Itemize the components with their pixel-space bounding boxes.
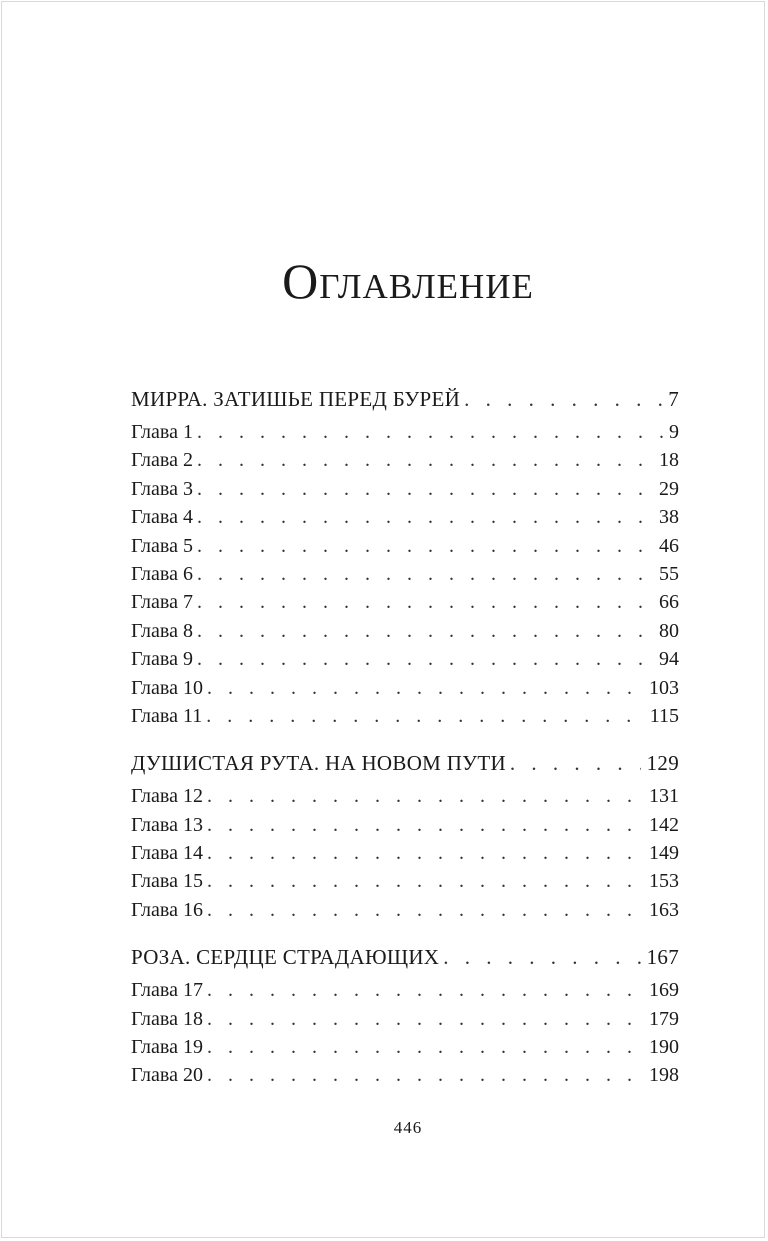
chapter-entry-page: 131 xyxy=(649,785,679,808)
dot-leader xyxy=(197,446,653,474)
dot-leader xyxy=(207,896,643,924)
chapter-entry[interactable] xyxy=(131,867,679,895)
chapter-entry[interactable] xyxy=(131,1005,679,1033)
dot-leader xyxy=(207,1005,643,1033)
page-number: 446 xyxy=(393,1118,423,1137)
toc-part xyxy=(131,942,679,1090)
chapter-entry-page: 55 xyxy=(659,562,679,585)
chapter-entry-page: 9 xyxy=(669,421,679,443)
chapter-entry-label: Глава 17 xyxy=(131,979,203,1002)
chapter-entry[interactable] xyxy=(131,811,679,839)
dot-leader xyxy=(197,418,663,446)
dot-leader xyxy=(197,503,653,531)
chapter-entry-label: Глава 19 xyxy=(131,1036,203,1059)
chapter-entry[interactable] xyxy=(131,532,679,560)
dot-leader xyxy=(197,588,653,616)
chapter-entry-label: Глава 16 xyxy=(131,898,203,921)
part-heading[interactable] xyxy=(131,942,679,976)
chapter-entry-label: Глава 11 xyxy=(131,704,203,727)
chapter-entry-page: 80 xyxy=(659,619,679,642)
chapter-entry[interactable] xyxy=(131,1033,679,1061)
chapter-entry[interactable] xyxy=(131,782,679,810)
dot-leader xyxy=(207,811,643,839)
chapter-entry-page: 115 xyxy=(649,704,679,727)
chapter-entry-label: Глава 14 xyxy=(131,842,203,865)
part-heading-page: 129 xyxy=(646,751,679,776)
table-of-contents xyxy=(131,384,679,1108)
dot-leader xyxy=(207,839,643,867)
chapter-entry-label: Глава 9 xyxy=(131,648,193,671)
chapter-entry[interactable] xyxy=(131,1061,679,1089)
chapter-entry-page: 94 xyxy=(659,648,679,671)
chapter-entry-page: 169 xyxy=(649,979,679,1002)
dot-leader xyxy=(207,782,643,810)
chapter-entry[interactable] xyxy=(131,475,679,503)
chapter-entry-label: Глава 6 xyxy=(131,562,193,585)
chapter-entry-label: Глава 8 xyxy=(131,619,193,642)
dot-leader xyxy=(207,867,643,895)
chapter-entry-label: Глава 20 xyxy=(131,1064,203,1087)
chapter-entry-page: 153 xyxy=(649,870,679,893)
chapter-entry[interactable] xyxy=(131,617,679,645)
chapter-entry-label: Глава 10 xyxy=(131,676,203,699)
part-heading[interactable] xyxy=(131,748,679,782)
chapter-entry[interactable] xyxy=(131,503,679,531)
chapter-entry[interactable] xyxy=(131,674,679,702)
chapter-entry-label: Глава 12 xyxy=(131,785,203,808)
dot-leader xyxy=(510,748,641,778)
chapter-entry-label: Глава 4 xyxy=(131,506,193,529)
toc-part xyxy=(131,748,679,924)
chapter-entry[interactable] xyxy=(131,418,679,446)
part-heading-page: 7 xyxy=(668,387,679,411)
chapter-entry[interactable] xyxy=(131,560,679,588)
dot-leader xyxy=(197,475,653,503)
chapter-entry[interactable] xyxy=(131,702,679,730)
chapter-entry-page: 66 xyxy=(659,591,679,614)
dot-leader xyxy=(197,645,653,673)
dot-leader xyxy=(207,1061,643,1089)
toc-part xyxy=(131,384,679,730)
chapter-entry[interactable] xyxy=(131,588,679,616)
dot-leader xyxy=(197,560,653,588)
chapter-entry-label: Глава 15 xyxy=(131,870,203,893)
chapter-entry-label: Глава 13 xyxy=(131,813,203,836)
part-heading-page: 167 xyxy=(646,945,679,970)
dot-leader xyxy=(207,976,643,1004)
chapter-entry-page: 29 xyxy=(659,477,679,500)
page-title: Оглавление xyxy=(282,253,534,309)
part-heading-label: РОЗА. СЕРДЦЕ СТРАДАЮЩИХ xyxy=(131,945,440,970)
chapter-entry-page: 38 xyxy=(659,506,679,529)
chapter-entry-page: 142 xyxy=(649,813,679,836)
chapter-entry-page: 163 xyxy=(649,898,679,921)
chapter-entry-page: 198 xyxy=(649,1064,679,1087)
chapter-entry-page: 103 xyxy=(649,676,679,699)
chapter-entry-label: Глава 3 xyxy=(131,477,193,500)
chapter-entry-label: Глава 7 xyxy=(131,591,193,614)
dot-leader xyxy=(197,617,653,645)
chapter-entry-page: 18 xyxy=(659,449,679,472)
chapter-entry-page: 149 xyxy=(649,842,679,865)
chapter-entry[interactable] xyxy=(131,976,679,1004)
dot-leader xyxy=(206,702,644,730)
chapter-entry[interactable] xyxy=(131,839,679,867)
chapter-entry-page: 179 xyxy=(649,1007,679,1030)
dot-leader xyxy=(207,674,643,702)
dot-leader xyxy=(207,1033,643,1061)
chapter-entry-page: 190 xyxy=(649,1036,679,1059)
chapter-entry[interactable] xyxy=(131,645,679,673)
part-heading-label: ДУШИСТАЯ РУТА. НА НОВОМ ПУТИ xyxy=(131,751,506,776)
chapter-entry-label: Глава 5 xyxy=(131,534,193,557)
dot-leader xyxy=(443,942,640,972)
part-heading-label: МИРРА. ЗАТИШЬЕ ПЕРЕД БУРЕЙ xyxy=(131,387,461,411)
dot-leader xyxy=(464,384,662,414)
chapter-entry[interactable] xyxy=(131,896,679,924)
dot-leader xyxy=(197,532,653,560)
chapter-entry-label: Глава 18 xyxy=(131,1007,203,1030)
part-heading[interactable] xyxy=(131,384,679,418)
chapter-entry-label: Глава 1 xyxy=(131,421,193,443)
chapter-entry[interactable] xyxy=(131,446,679,474)
chapter-entry-label: Глава 2 xyxy=(131,449,193,472)
chapter-entry-page: 46 xyxy=(659,534,679,557)
